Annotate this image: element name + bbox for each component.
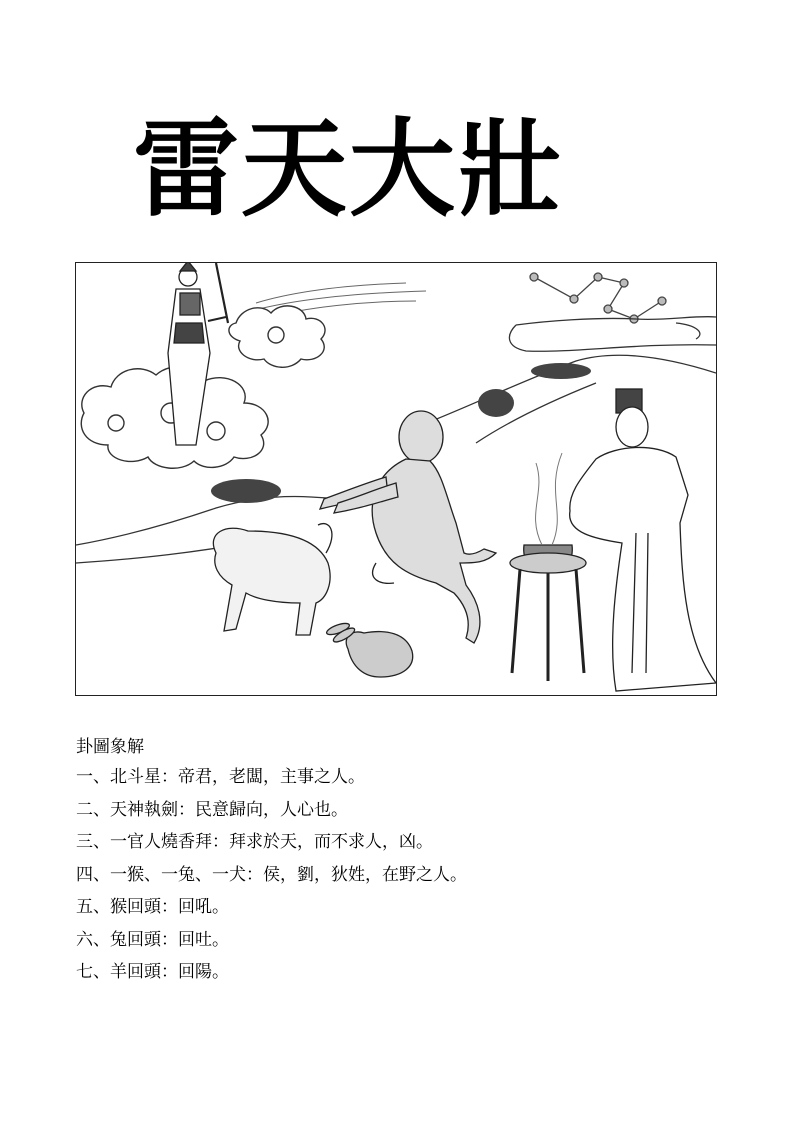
legend-item: 五、猴回頭：回吼。 [76, 897, 229, 917]
rabbit [325, 621, 412, 677]
legend-item: 三、一官人燒香拜：拜求於天，而不求人，凶。 [76, 832, 433, 852]
legend-item: 二、天神執劍：民意歸向，人心也。 [76, 799, 348, 820]
official-holding-robe [570, 389, 716, 691]
legend-item: 四、一猴、一兔、一犬：侯，劉，狄姓，在野之人。 [76, 864, 467, 885]
legend-heading: 卦圖象解 [76, 737, 144, 757]
incense-burner-on-stand [510, 453, 586, 681]
legend [76, 735, 716, 993]
legend-item: 七、羊回頭：回陽。 [76, 962, 229, 982]
legend-item: 六、兔回頭：回吐。 [76, 929, 229, 950]
ribbon-cloud [509, 317, 716, 352]
legend-list [76, 765, 716, 984]
page-title: 雷天大壯 [133, 108, 565, 231]
dog [213, 524, 332, 635]
legend-item: 一、北斗星：帝君，老闆，主事之人。 [76, 767, 365, 787]
big-dipper-stars [530, 273, 666, 323]
monkey [320, 411, 496, 643]
hexagram-illustration [75, 262, 717, 696]
